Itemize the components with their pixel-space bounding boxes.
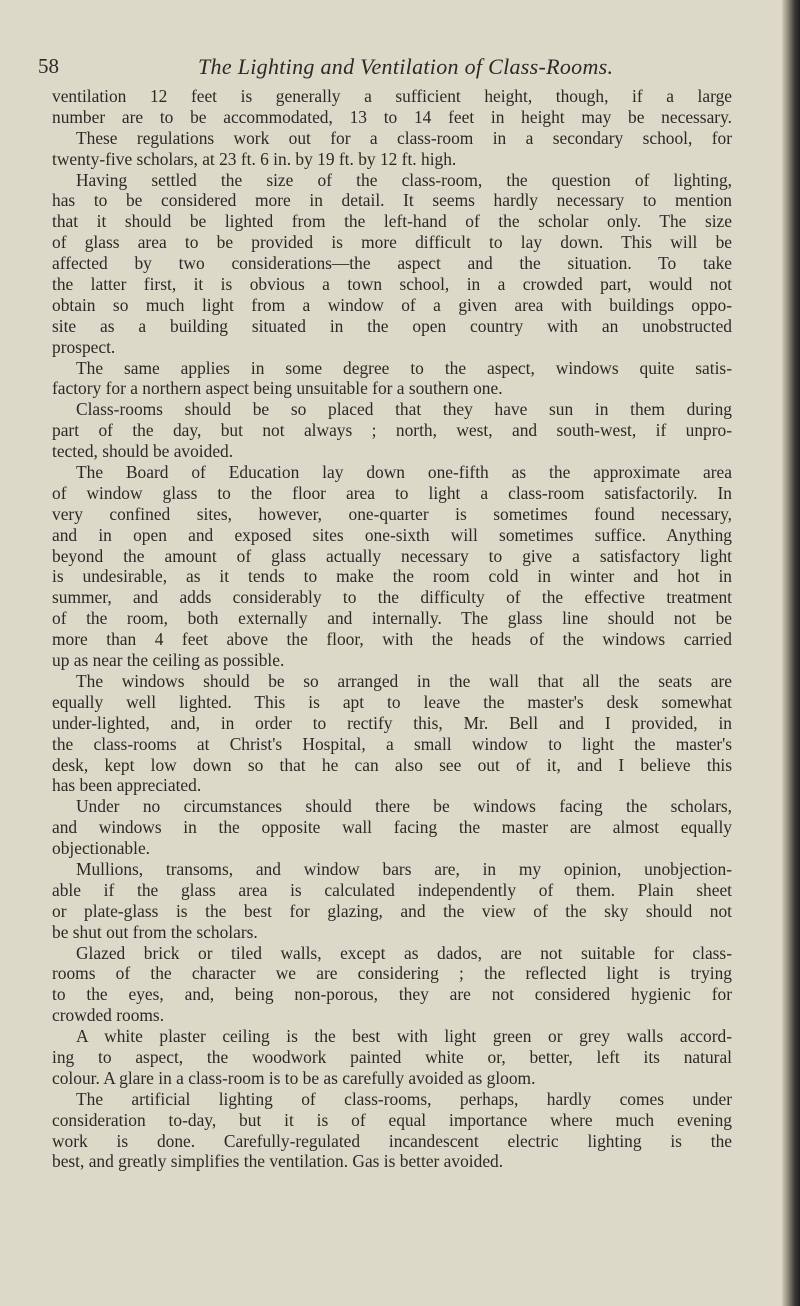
text-line: Mullions, transoms, and window bars are, in my opinion, unobjection-	[76, 858, 732, 879]
text-line: Class-rooms should be so placed that they have sun in them during	[76, 399, 732, 420]
page-edge	[782, 0, 800, 1306]
text-line: best, and greatly simplifies the ventilation. Gas is better avoided.	[52, 1151, 504, 1172]
text-line: summer, and adds considerably to the difficulty of the effective treatment	[52, 587, 732, 608]
text-line: affected by two considerations—the aspect and the situation. To take	[52, 253, 732, 274]
text-line: more than 4 feet above the floor, with the heads of the windows carried	[52, 629, 732, 650]
text-line: part of the day, but not always ; north, west, and south-west, if unpro-	[52, 420, 732, 441]
text-line: factory for a northern aspect being unsuitable for a southern one.	[52, 378, 503, 399]
text-line: objectionable.	[52, 838, 151, 859]
text-line: of the room, both externally and internally. The glass line should not be	[52, 608, 732, 629]
text-line: rooms of the character we are considering ; the reflected light is trying	[52, 963, 732, 984]
text-line: to the eyes, and, being non-porous, they are not considered hygienic for	[52, 984, 732, 1005]
text-line: be shut out from the scholars.	[52, 921, 258, 942]
text-line: equally well lighted. This is apt to leave the master's desk somewhat	[52, 691, 732, 712]
text-line: Under no circumstances should there be windows facing the scholars,	[76, 796, 732, 817]
body-text	[52, 86, 732, 1172]
text-line: The artificial lighting of class-rooms, perhaps, hardly comes under	[76, 1088, 732, 1109]
text-line: very confined sites, however, one-quarter is sometimes found necessary,	[52, 503, 732, 524]
text-line: site as a building situated in the open country with an unobstructed	[52, 315, 732, 336]
text-line: is undesirable, as it tends to make the room cold in winter and hot in	[52, 566, 732, 587]
text-line: work is done. Carefully-regulated incandescent electric lighting is the	[52, 1130, 732, 1151]
page-number: 58	[38, 54, 59, 78]
text-line: the class-rooms at Christ's Hospital, a small window to light the master's	[52, 733, 732, 754]
text-line: tected, should be avoided.	[52, 441, 234, 462]
text-line: Glazed brick or tiled walls, except as dados, are not suitable for class-	[76, 942, 732, 963]
text-line: twenty-five scholars, at 23 ft. 6 in. by 19 ft. by 12 ft. high.	[52, 148, 457, 169]
text-line: prospect.	[52, 336, 116, 357]
text-line: ventilation 12 feet is generally a sufficient height, though, if a large	[52, 86, 732, 106]
text-line: and windows in the opposite wall facing the master are almost equally	[52, 817, 732, 838]
text-line: the latter first, it is obvious a town school, in a crowded part, would not	[52, 274, 732, 295]
text-line: A white plaster ceiling is the best with light green or grey walls accord-	[76, 1026, 732, 1047]
text-line: colour. A glare in a class-room is to be as carefully avoided as gloom.	[52, 1067, 536, 1088]
text-line: of window glass to the floor area to light a class-room satisfactorily. In	[52, 482, 732, 503]
text-line: These regulations work out for a class-room in a secondary school, for	[76, 127, 732, 148]
text-line: crowded rooms.	[52, 1005, 165, 1026]
text-line: consideration to-day, but it is of equal importance where much evening	[52, 1109, 732, 1130]
text-line: of glass area to be provided is more difficult to lay down. This will be	[52, 232, 732, 253]
text-line: has been appreciated.	[52, 775, 202, 796]
text-line: up as near the ceiling as possible.	[52, 650, 285, 671]
running-title: The Lighting and Ventilation of Class-Rooms.	[198, 54, 614, 79]
text-line: and in open and exposed sites one-sixth will sometimes suffice. Anything	[52, 524, 732, 545]
text-line: under-lighted, and, in order to rectify this, Mr. Bell and I provided, in	[52, 712, 732, 733]
text-line: desk, kept low down so that he can also see out of it, and I believe this	[52, 754, 732, 775]
text-line: The Board of Education lay down one-fifth as the approximate area	[76, 462, 732, 483]
page-header	[38, 54, 738, 84]
text-line: obtain so much light from a window of a given area with buildings oppo-	[52, 294, 732, 315]
text-line: Having settled the size of the class-room, the question of lighting,	[76, 169, 732, 190]
text-line: The windows should be so arranged in the wall that all the seats are	[76, 670, 732, 691]
text-line: ing to aspect, the woodwork painted white or, better, left its natural	[52, 1046, 732, 1067]
text-line: has to be considered more in detail. It seems hardly necessary to mention	[52, 190, 732, 211]
text-line: beyond the amount of glass actually necessary to give a satisfactory light	[52, 545, 732, 566]
text-line: or plate-glass is the best for glazing, and the view of the sky should not	[52, 900, 732, 921]
text-line: that it should be lighted from the left-hand of the scholar only. The size	[52, 211, 732, 232]
text-line: The same applies in some degree to the aspect, windows quite satis-	[76, 357, 732, 378]
text-line: able if the glass area is calculated independently of them. Plain sheet	[52, 879, 732, 900]
text-line: number are to be accommodated, 13 to 14 feet in height may be necessary.	[52, 106, 732, 127]
